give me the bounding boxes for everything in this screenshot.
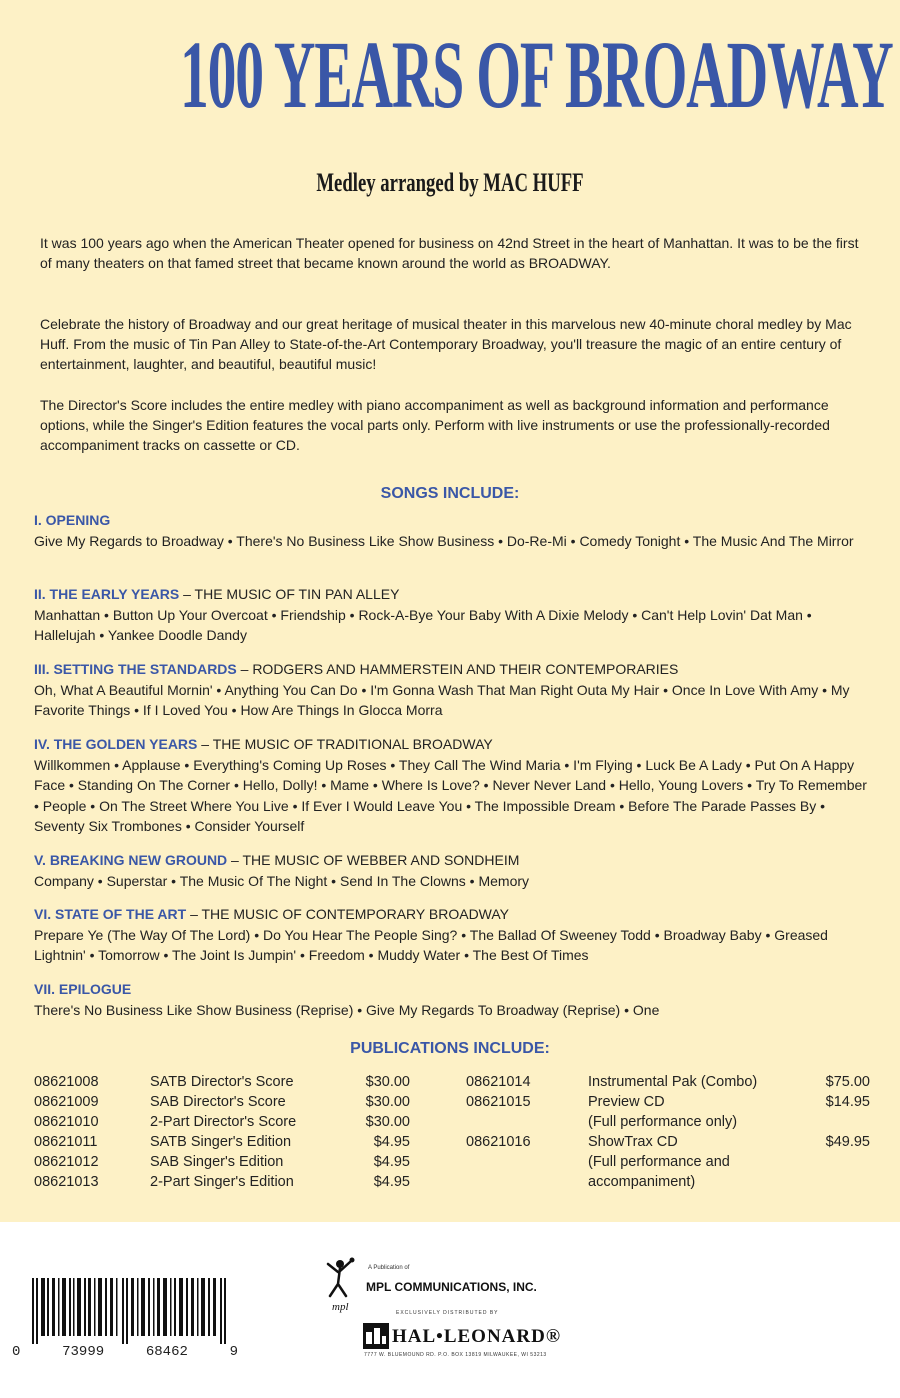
publication-price: [794, 1152, 870, 1172]
page-title: 100 YEARS OF BROADWAY: [180, 21, 893, 128]
publication-title: (Full performance only): [588, 1114, 738, 1130]
publication-title: 2-Part Singer's Edition: [150, 1174, 294, 1190]
intro-paragraph: The Director's Score includes the entire medley with piano accompaniment as well as background information and performance options, while the Singer's Edition features the vocal parts only. Perform with live instruments or use the professionally-recorded accompaniment tracks on cassette or CD.: [40, 397, 830, 453]
arranger-credit: Medley arranged by MAC HUFF: [316, 168, 584, 197]
hal-leonard-logo-icon: [362, 1322, 390, 1350]
song-section-epilogue: [34, 979, 874, 1020]
section-title: III. SETTING THE STANDARDS: [34, 661, 237, 677]
publications-heading: PUBLICATIONS INCLUDE:: [350, 1040, 550, 1057]
publication-price: [794, 1172, 870, 1192]
barcode: [32, 1278, 228, 1344]
section-subtitle: – THE MUSIC OF WEBBER AND SONDHEIM: [227, 852, 520, 868]
publication-price: $75.00: [825, 1074, 870, 1090]
mpl-logo-text: mpl: [332, 1301, 349, 1313]
publication-price: $49.95: [825, 1134, 870, 1150]
publication-row: [34, 1132, 424, 1152]
song-section-opening: [34, 510, 874, 551]
publication-code: [466, 1172, 588, 1192]
publication-code: 08621009: [34, 1094, 99, 1110]
publication-row: [466, 1152, 870, 1172]
publication-price: $4.95: [373, 1174, 410, 1190]
publication-row: [34, 1152, 424, 1172]
publication-title: ShowTrax CD: [588, 1134, 678, 1150]
section-subtitle: – THE MUSIC OF TIN PAN ALLEY: [179, 586, 400, 602]
publication-price: $14.95: [825, 1094, 870, 1110]
publication-title: 2-Part Director's Score: [150, 1114, 297, 1130]
publication-price: $30.00: [365, 1094, 410, 1110]
songs-heading: SONGS INCLUDE:: [380, 485, 520, 502]
publication-price: [794, 1112, 870, 1132]
publication-row: [466, 1172, 870, 1192]
barcode-digit-group: 68462: [145, 1344, 188, 1360]
publication-code: 08621012: [34, 1154, 99, 1170]
publication-price: $30.00: [365, 1074, 410, 1090]
publication-code: 08621016: [466, 1134, 531, 1150]
publication-title: (Full performance and: [588, 1154, 730, 1170]
publication-title: SAB Singer's Edition: [150, 1154, 284, 1170]
publications-list-right: [466, 1072, 870, 1192]
barcode-digit-group: 0: [12, 1344, 21, 1360]
song-section-early-years: [34, 584, 874, 646]
mpl-logo-icon: [322, 1256, 362, 1314]
publication-title: SATB Singer's Edition: [150, 1134, 292, 1150]
publication-row: [34, 1092, 424, 1112]
publication-price: $4.95: [373, 1134, 410, 1150]
song-section-breaking-new-ground: [34, 850, 874, 891]
section-title: V. BREAKING NEW GROUND: [34, 852, 228, 868]
song-section-state-of-the-art: [34, 904, 874, 966]
publication-title: SAB Director's Score: [150, 1094, 286, 1110]
publication-title: Instrumental Pak (Combo): [588, 1074, 758, 1090]
section-songs: There's No Business Like Show Business (Reprise) • Give My Regards To Broadway (Reprise) • One: [34, 1001, 660, 1018]
section-songs: Willkommen • Applause • Everything's Coming Up Roses • They Call The Wind Maria • I'm Flying • Luck Be A Lady • Put On A Happy Face • Standing On The Corner • Hello, Dolly! • Mame • Where Is Love? • Never Never Land • Hello, Young Lovers • Try To Remember • People • On The Street Where You Live • If Ever I Would Leave You • The Impossible Dream • Before The Parade Passes By • Seventy Six Trombones • Consider Yourself: [34, 756, 867, 834]
publication-code: 08621014: [466, 1074, 531, 1090]
publication-row: [34, 1072, 424, 1092]
barcode-digit-group: 9: [229, 1344, 238, 1360]
barcode-digit-group: 73999: [62, 1344, 105, 1360]
song-section-setting-standards: [34, 659, 874, 721]
section-songs: Oh, What A Beautiful Mornin' • Anything You Can Do • I'm Gonna Wash That Man Right Outa My Hair • Once In Love With Amy • My Favorite Things • If I Loved You • How Are Things In Glocca Morra: [34, 681, 850, 718]
song-section-golden-years: [34, 734, 874, 837]
section-subtitle: – THE MUSIC OF CONTEMPORARY BROADWAY: [186, 906, 510, 922]
section-title: VI. STATE OF THE ART: [34, 906, 187, 922]
publisher-name: MPL COMMUNICATIONS, INC.: [366, 1280, 537, 1294]
section-subtitle: – RODGERS AND HAMMERSTEIN AND THEIR CONTEMPORARIES: [236, 661, 679, 677]
publication-row: [466, 1132, 870, 1152]
section-songs: Prepare Ye (The Way Of The Lord) • Do You Hear The People Sing? • The Ballad Of Sweeney Todd • Broadway Baby • Greased Lightnin' • Tomorrow • The Joint Is Jumpin' • Freedom • Muddy Water • The Best Of Times: [34, 926, 828, 963]
publication-price: $30.00: [365, 1114, 410, 1130]
section-title: VII. EPILOGUE: [34, 981, 132, 997]
publication-row: [466, 1112, 870, 1132]
distributed-by-label: EXCLUSIVELY DISTRIBUTED BY: [396, 1310, 499, 1316]
publication-title: accompaniment): [588, 1174, 696, 1190]
publication-row: [466, 1092, 870, 1112]
section-title: IV. THE GOLDEN YEARS: [34, 736, 198, 752]
publication-code: 08621011: [34, 1134, 98, 1150]
publication-row: [34, 1112, 424, 1132]
publication-row: [34, 1172, 424, 1192]
distributor-name: HAL•LEONARD®: [392, 1326, 562, 1347]
intro-paragraph: It was 100 years ago when the American Theater opened for business on 42nd Street in the heart of Manhattan. It was to be the first of many theaters on that famed street that became known around the world as BROADWAY.: [40, 235, 859, 271]
publication-code: 08621013: [34, 1174, 99, 1190]
publication-price: $4.95: [373, 1154, 410, 1170]
publication-code: 08621008: [34, 1074, 99, 1090]
section-title: II. THE EARLY YEARS: [34, 586, 180, 602]
publication-row: [466, 1072, 870, 1092]
publication-of-label: A Publication of: [368, 1265, 410, 1271]
distributor-address: 7777 W. BLUEMOUND RD. P.O. BOX 13819 MILWAUKEE, WI 53213: [364, 1352, 547, 1358]
intro-paragraph: Celebrate the history of Broadway and our great heritage of musical theater in this marvelous new 40-minute choral medley by Mac Huff. From the music of Tin Pan Alley to State-of-the-Art Contemporary Broadway, you'll treasure the magic of an entire century of entertainment, laughter, and beautiful, beautiful music!: [40, 316, 852, 372]
publication-code: [466, 1112, 588, 1132]
publication-code: 08621015: [466, 1094, 531, 1110]
section-title: I. OPENING: [34, 512, 111, 528]
publication-code: 08621010: [34, 1114, 99, 1130]
section-songs: Give My Regards to Broadway • There's No Business Like Show Business • Do-Re-Mi • Comedy Tonight • The Music And The Mirror: [34, 532, 854, 549]
publication-title: SATB Director's Score: [150, 1074, 294, 1090]
barcode-digits: [12, 1344, 238, 1360]
publications-list-left: [34, 1072, 424, 1192]
section-songs: Manhattan • Button Up Your Overcoat • Friendship • Rock-A-Bye Your Baby With A Dixie Melody • Can't Help Lovin' Dat Man • Hallelujah • Yankee Doodle Dandy: [34, 606, 812, 643]
publication-title: Preview CD: [588, 1094, 665, 1110]
publication-code: [466, 1152, 588, 1172]
section-songs: Company • Superstar • The Music Of The Night • Send In The Clowns • Memory: [34, 872, 530, 889]
section-subtitle: – THE MUSIC OF TRADITIONAL BROADWAY: [197, 736, 493, 752]
